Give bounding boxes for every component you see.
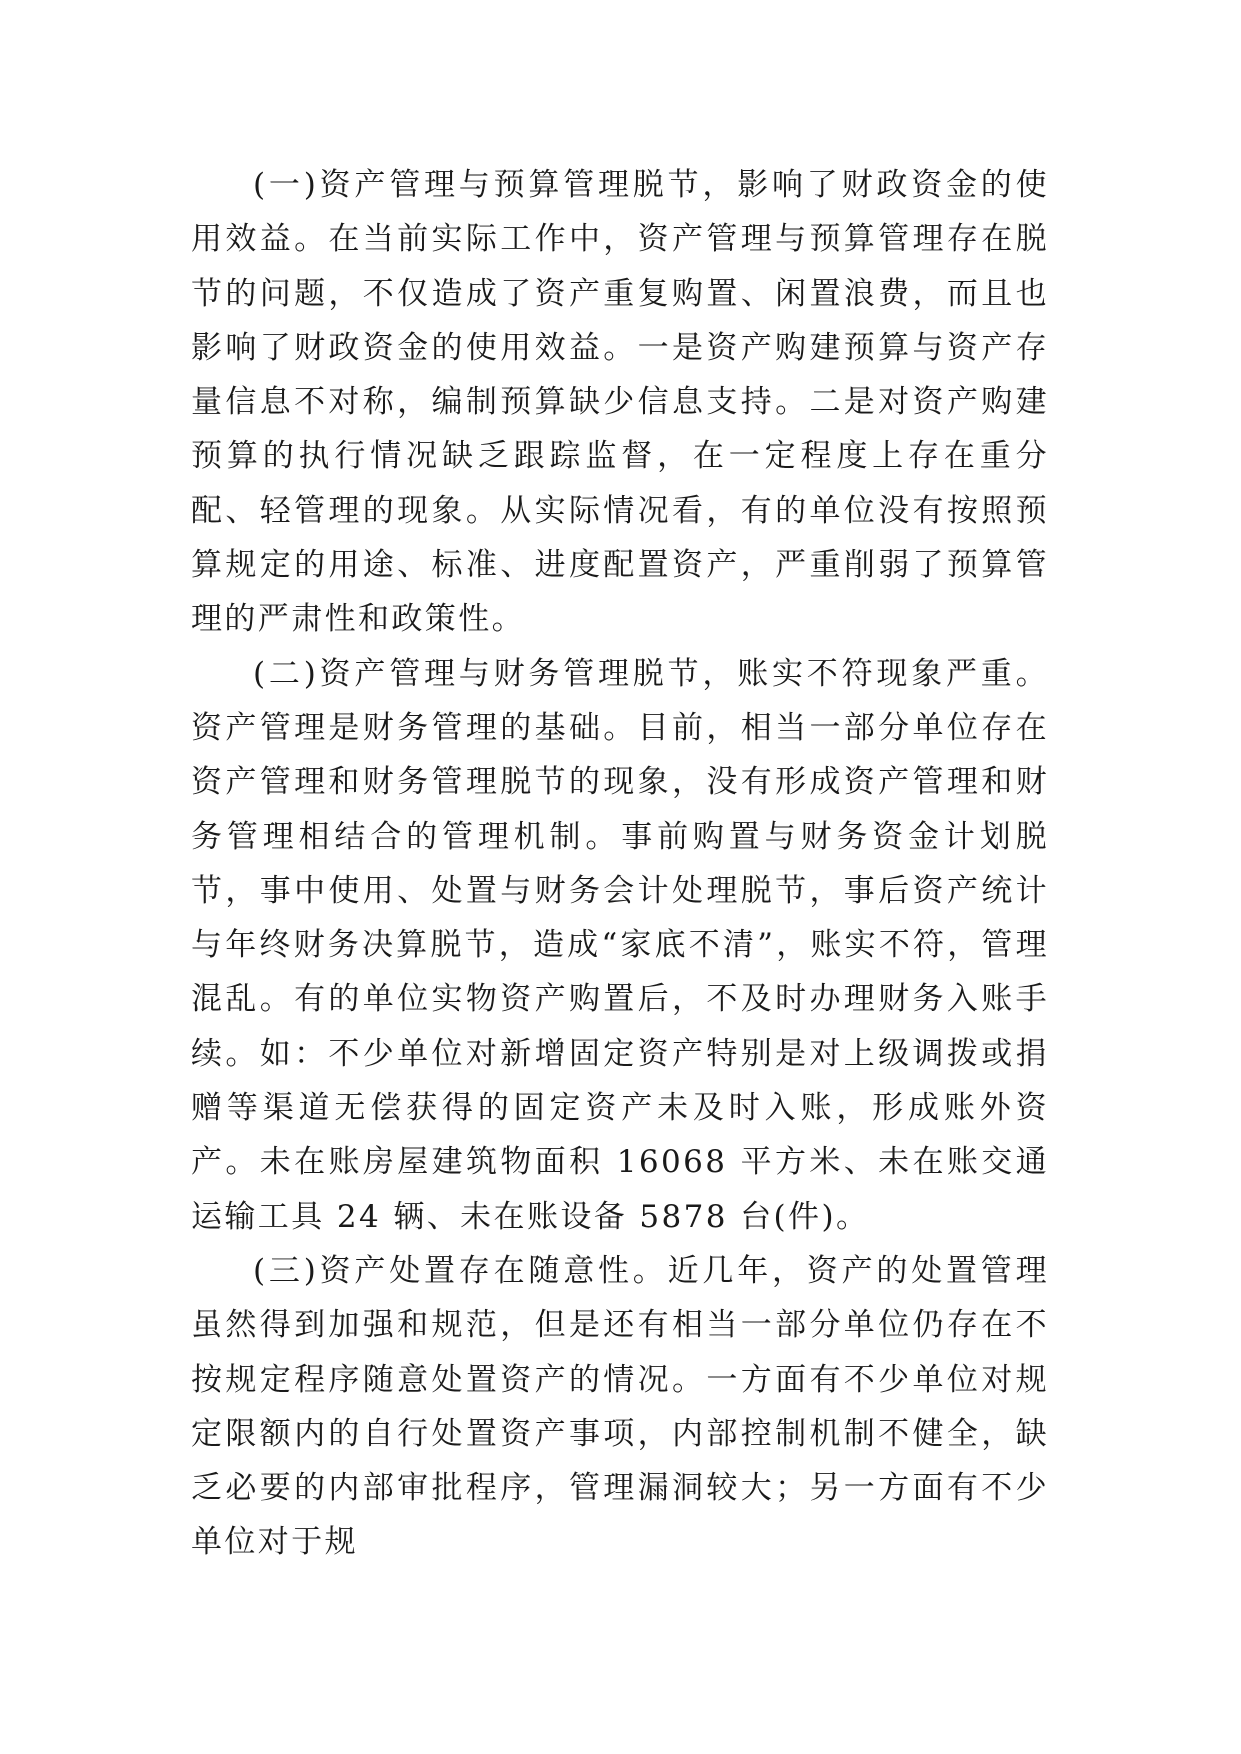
paragraph-asset-finance-disconnect: (二)资产管理与财务管理脱节，账实不符现象严重。资产管理是财务管理的基础。目前，相当一部分单位存在资产管理和财务管理脱节的现象，没有形成资产管理和财务管理相结合的管理机制。事前购置与财务资金计划脱节，事中使用、处置与财务会计处理脱节，事后资产统计与年终财务决算脱节，造成“家底不清”，账实不符，管理混乱。有的单位实物资产购置后，不及时办理财务入账手续。如：不少单位对新增固定资产特别是对上级调拨或捐赠等渠道无偿获得的固定资产未及时入账，形成账外资产。未在账房屋建筑物面积 16068 平方米、未在账交通运输工具 24 辆、未在账设备 5878 台(件)。	[191, 655, 1049, 1235]
paragraph-asset-disposal-arbitrary: (三)资产处置存在随意性。近几年，资产的处置管理虽然得到加强和规范，但是还有相当一部分单位仍存在不按规定程序随意处置资产的情况。一方面有不少单位对规定限额内的自行处置资产事项，内部控制机制不健全，缺乏必要的内部审批程序，管理漏洞较大；另一方面有不少单位对于规	[191, 1252, 1049, 1561]
paragraph-asset-budget-disconnect: (一)资产管理与预算管理脱节，影响了财政资金的使用效益。在当前实际工作中，资产管理与预算管理存在脱节的问题，不仅造成了资产重复购置、闲置浪费，而且也影响了财政资金的使用效益。一是资产购建预算与资产存量信息不对称，编制预算缺少信息支持。二是对资产购建预算的执行情况缺乏跟踪监督，在一定程度上存在重分配、轻管理的现象。从实际情况看，有的单位没有按照预算规定的用途、标准、进度配置资产，严重削弱了预算管理的严肃性和政策性。	[191, 167, 1049, 638]
document-body	[191, 158, 1049, 1570]
